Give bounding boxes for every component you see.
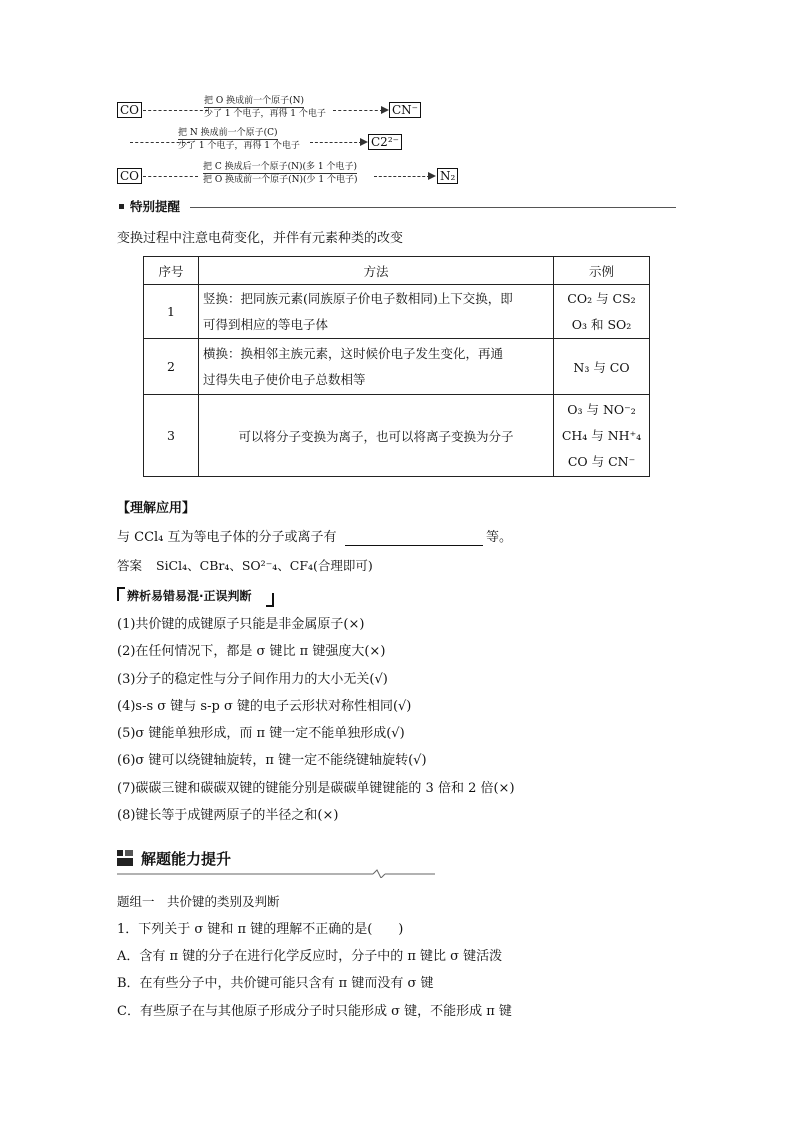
transform-label-top: 把 C 换成后一个原子(N)(多 1 个电子) xyxy=(203,162,357,172)
section-title: 解题能力提升 xyxy=(141,850,232,868)
example-cell xyxy=(554,395,650,477)
table-header-cell: 序号 xyxy=(144,257,199,285)
answer-text: SiCl₄、CBr₄、SO²⁻₄、CF₄(合理即可) xyxy=(156,558,373,573)
method-cell xyxy=(199,285,554,339)
judge-heading: 辨析易错易混·正误判断 xyxy=(127,589,252,603)
example-line: O₃ 与 NO⁻₂ xyxy=(567,401,636,417)
section-header xyxy=(117,848,435,874)
special-tip-text: 变换过程中注意电荷变化，并伴有元素种类的改变 xyxy=(117,231,404,246)
table-header-row xyxy=(144,257,650,285)
method-line: 竖换：把同族元素(同族原子价电子数相同)上下交换，即 xyxy=(203,290,513,306)
option-b[interactable]: B．在有些分子中，共价键可能只含有 π 键而没有 σ 键 xyxy=(117,976,434,991)
arrow-right-icon xyxy=(381,106,389,114)
dashed-line xyxy=(333,110,383,111)
transform-label-top: 把 N 换成前一个原子(C) xyxy=(178,128,278,138)
method-cell: 可以将分子变换为离子，也可以将离子变换为分子 xyxy=(199,395,554,477)
formula-box-cn: CN⁻ xyxy=(389,102,421,118)
bracket-open-icon xyxy=(117,587,125,601)
judge-item: (2)在任何情况下，都是 σ 键比 π 键强度大(×) xyxy=(117,644,386,659)
answer-label: 答案 xyxy=(117,558,143,573)
row-number: 3 xyxy=(144,395,199,477)
table-header-cell: 示例 xyxy=(554,257,650,285)
judge-item: (1)共价键的成键原子只能是非金属原子(×) xyxy=(117,617,365,632)
formula-box-c2: C2²⁻ xyxy=(368,134,402,150)
table-header-cell: 方法 xyxy=(199,257,554,285)
dashed-line xyxy=(143,176,198,177)
answer-blank[interactable] xyxy=(345,545,483,546)
example-line: CH₄ 与 NH⁺₄ xyxy=(561,427,642,443)
square-bullet-icon xyxy=(119,204,124,209)
row-number: 2 xyxy=(144,339,199,395)
arrow-right-icon xyxy=(428,172,436,180)
judge-item: (3)分子的稳定性与分子间作用力的大小无关(√) xyxy=(117,672,388,687)
special-tip-heading: 特别提醒 xyxy=(130,199,181,214)
divider xyxy=(190,207,676,208)
arrow-right-icon xyxy=(360,138,368,146)
option-c[interactable]: C．有些原子在与其他原子形成分子时只能形成 σ 键，不能形成 π 键 xyxy=(117,1004,512,1019)
dashed-line xyxy=(374,176,430,177)
apply-question-start: 与 CCl₄ 互为等电子体的分子或离子有 xyxy=(117,530,337,545)
judge-item: (8)键长等于成键两原子的半径之和(×) xyxy=(117,808,339,823)
judge-item: (7)碳碳三键和碳碳双键的键能分别是碳碳单键键能的 3 倍和 2 倍(×) xyxy=(117,781,515,796)
judge-item: (6)σ 键可以绕键轴旋转，π 键一定不能绕键轴旋转(√) xyxy=(117,753,427,768)
bracket-close-icon xyxy=(266,593,274,607)
option-a[interactable]: A．含有 π 键的分子在进行化学反应时，分子中的 π 键比 σ 键活泼 xyxy=(117,949,503,964)
formula-box-co-2: CO xyxy=(117,168,142,184)
isoelectronic-methods-table xyxy=(143,256,650,477)
apply-heading: 【理解应用】 xyxy=(117,501,196,516)
method-line: 可得到相应的等电子体 xyxy=(203,316,329,332)
method-cell xyxy=(199,339,554,395)
transform-label-bottom: 少了 1 个电子，再得 1 个电子 xyxy=(204,109,326,119)
table-row xyxy=(144,339,650,395)
table-row xyxy=(144,285,650,339)
question-1: 1．下列关于 σ 键和 π 键的理解不正确的是( ) xyxy=(117,922,404,937)
dashed-line xyxy=(143,110,208,111)
example-line: CO 与 CN⁻ xyxy=(567,453,636,469)
example-cell xyxy=(554,285,650,339)
transform-label-bottom: 少了 1 个电子，再得 1 个电子 xyxy=(178,141,300,151)
row-number: 1 xyxy=(144,285,199,339)
example-cell: N₃ 与 CO xyxy=(554,339,650,395)
example-line: O₃ 和 SO₂ xyxy=(571,316,632,332)
judge-item: (5)σ 键能单独形成，而 π 键一定不能单独形成(√) xyxy=(117,726,405,741)
example-line: CO₂ 与 CS₂ xyxy=(567,290,636,306)
apply-question-end: 等。 xyxy=(486,530,513,545)
formula-box-co-1: CO xyxy=(117,102,142,118)
formula-box-n2: N₂ xyxy=(437,168,458,184)
transform-label-bottom: 把 O 换成前一个原子(N)(少 1 个电子) xyxy=(203,175,358,185)
judge-item: (4)s-s σ 键与 s-p σ 键的电子云形状对称性相同(√) xyxy=(117,699,412,714)
dashed-line xyxy=(310,142,362,143)
table-row xyxy=(144,395,650,477)
method-line: 过得失电子使价电子总数相等 xyxy=(203,371,366,387)
transform-label-top: 把 O 换成前一个原子(N) xyxy=(204,96,304,106)
group-title: 题组一 共价键的类别及判断 xyxy=(117,894,280,909)
method-line: 横换：换相邻主族元素，这时候价电子发生变化，再通 xyxy=(203,345,504,361)
